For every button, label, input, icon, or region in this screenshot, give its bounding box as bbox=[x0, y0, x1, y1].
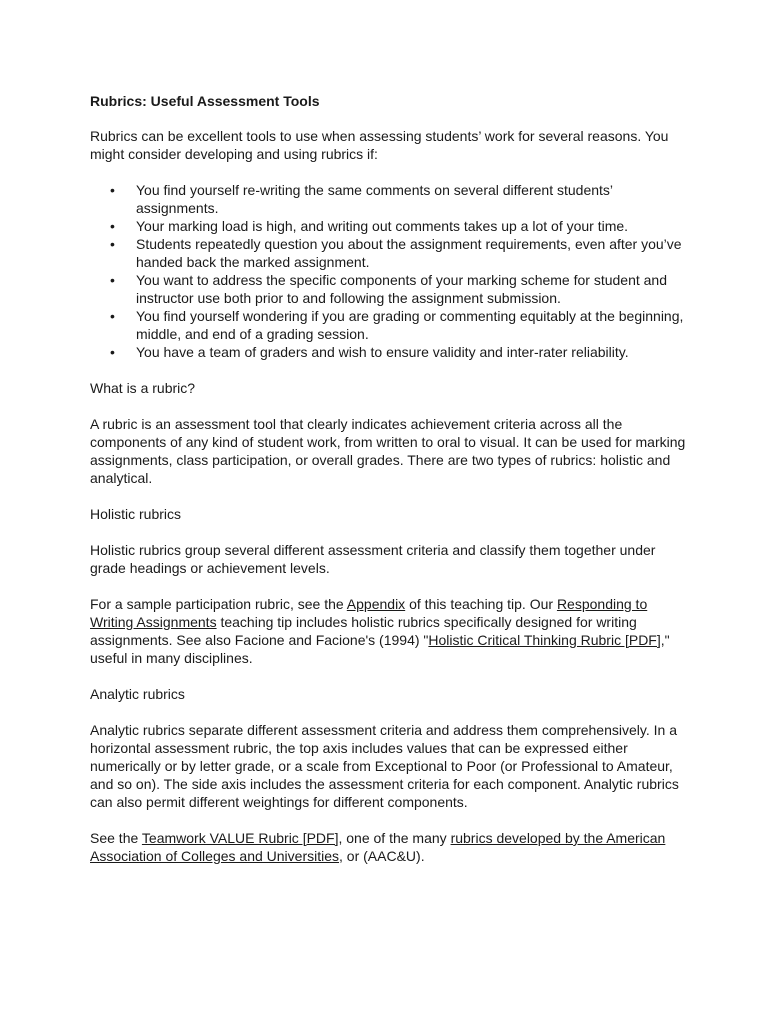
what-is-rubric-paragraph: A rubric is an assessment tool that clearly indicates achievement criteria across all the components of any kind of student work, from written to oral to visual. It can be used for marking assignments, class participation, or overall grades. There are two types of rubrics: holistic and analytical. bbox=[90, 416, 686, 486]
list-item bbox=[90, 307, 690, 343]
list-item-text: You have a team of graders and wish to ensure validity and inter-rater reliability. bbox=[136, 344, 629, 360]
teamwork-value-rubric-link[interactable]: Teamwork VALUE Rubric [PDF] bbox=[141, 830, 339, 846]
holistic-critical-thinking-link[interactable]: Holistic Critical Thinking Rubric [PDF] bbox=[428, 632, 661, 648]
document-title: Rubrics: Useful Assessment Tools bbox=[90, 93, 320, 109]
list-item-text: You find yourself wondering if you are grading or commenting equitably at the beginning, middle, and end of a grading session. bbox=[136, 308, 684, 342]
reasons-list bbox=[90, 181, 690, 361]
list-item bbox=[90, 181, 690, 217]
aacu-rubrics-link[interactable]: rubrics developed by the American Association of Colleges and Universities bbox=[90, 830, 666, 864]
bullet-icon: • bbox=[110, 236, 115, 252]
holistic-rubrics-paragraph: Holistic rubrics group several different assessment criteria and classify them together under grade headings or achievement levels. bbox=[90, 542, 656, 576]
see-also-paragraph bbox=[90, 829, 690, 865]
analytic-rubrics-heading: Analytic rubrics bbox=[90, 686, 185, 702]
see-text-1: See the bbox=[90, 830, 142, 846]
list-item bbox=[90, 271, 690, 307]
bullet-icon: • bbox=[110, 182, 115, 198]
responding-to-writing-link[interactable]: Responding to Writing Assignments bbox=[90, 596, 648, 630]
bullet-icon: • bbox=[110, 344, 115, 360]
document-page bbox=[90, 92, 690, 883]
list-item bbox=[90, 343, 690, 361]
see-text-3: , or (AAC&U). bbox=[339, 848, 425, 864]
what-is-rubric-heading: What is a rubric? bbox=[90, 380, 196, 396]
see-text-2: , one of the many bbox=[338, 830, 451, 846]
appendix-link[interactable]: Appendix bbox=[346, 596, 406, 612]
analytic-rubrics-paragraph: Analytic rubrics separate different assessment criteria and address them comprehensively. In a horizontal assessment rubric, the top axis includes values that can be expressed either numerically or by letter grade, or a scale from Exceptional to Poor (or Professional to Amateur, and so on). The side axis includes the assessment criteria for each component. Analytic rubrics can also permit different weightings for different components. bbox=[90, 722, 679, 810]
sample-text-2: of this teaching tip. Our bbox=[405, 596, 557, 612]
list-item-text: Your marking load is high, and writing out comments takes up a lot of your time. bbox=[136, 218, 629, 234]
list-item-text: You want to address the specific components of your marking scheme for student and instructor use both prior to and following the assignment submission. bbox=[136, 272, 668, 306]
list-item bbox=[90, 217, 690, 235]
bullet-icon: • bbox=[110, 308, 115, 324]
list-item-text: Students repeatedly question you about the assignment requirements, even after you’ve handed back the marked assignment. bbox=[136, 236, 682, 270]
list-item-text: You find yourself re-writing the same comments on several different students’ assignments. bbox=[136, 182, 613, 216]
bullet-icon: • bbox=[110, 218, 115, 234]
intro-paragraph: Rubrics can be excellent tools to use when assessing students’ work for several reasons. You might consider developing and using rubrics if: bbox=[90, 128, 669, 162]
list-item bbox=[90, 235, 690, 271]
sample-text-1: For a sample participation rubric, see the bbox=[90, 596, 347, 612]
sample-rubric-paragraph bbox=[90, 595, 690, 667]
holistic-rubrics-heading: Holistic rubrics bbox=[90, 506, 182, 522]
sample-text-3: teaching tip includes holistic rubrics specifically designed for writing assignments. See also Facione and Facione's (1994) " bbox=[90, 614, 637, 648]
bullet-icon: • bbox=[110, 272, 115, 288]
sample-text-4: ," useful in many disciplines. bbox=[90, 632, 670, 666]
